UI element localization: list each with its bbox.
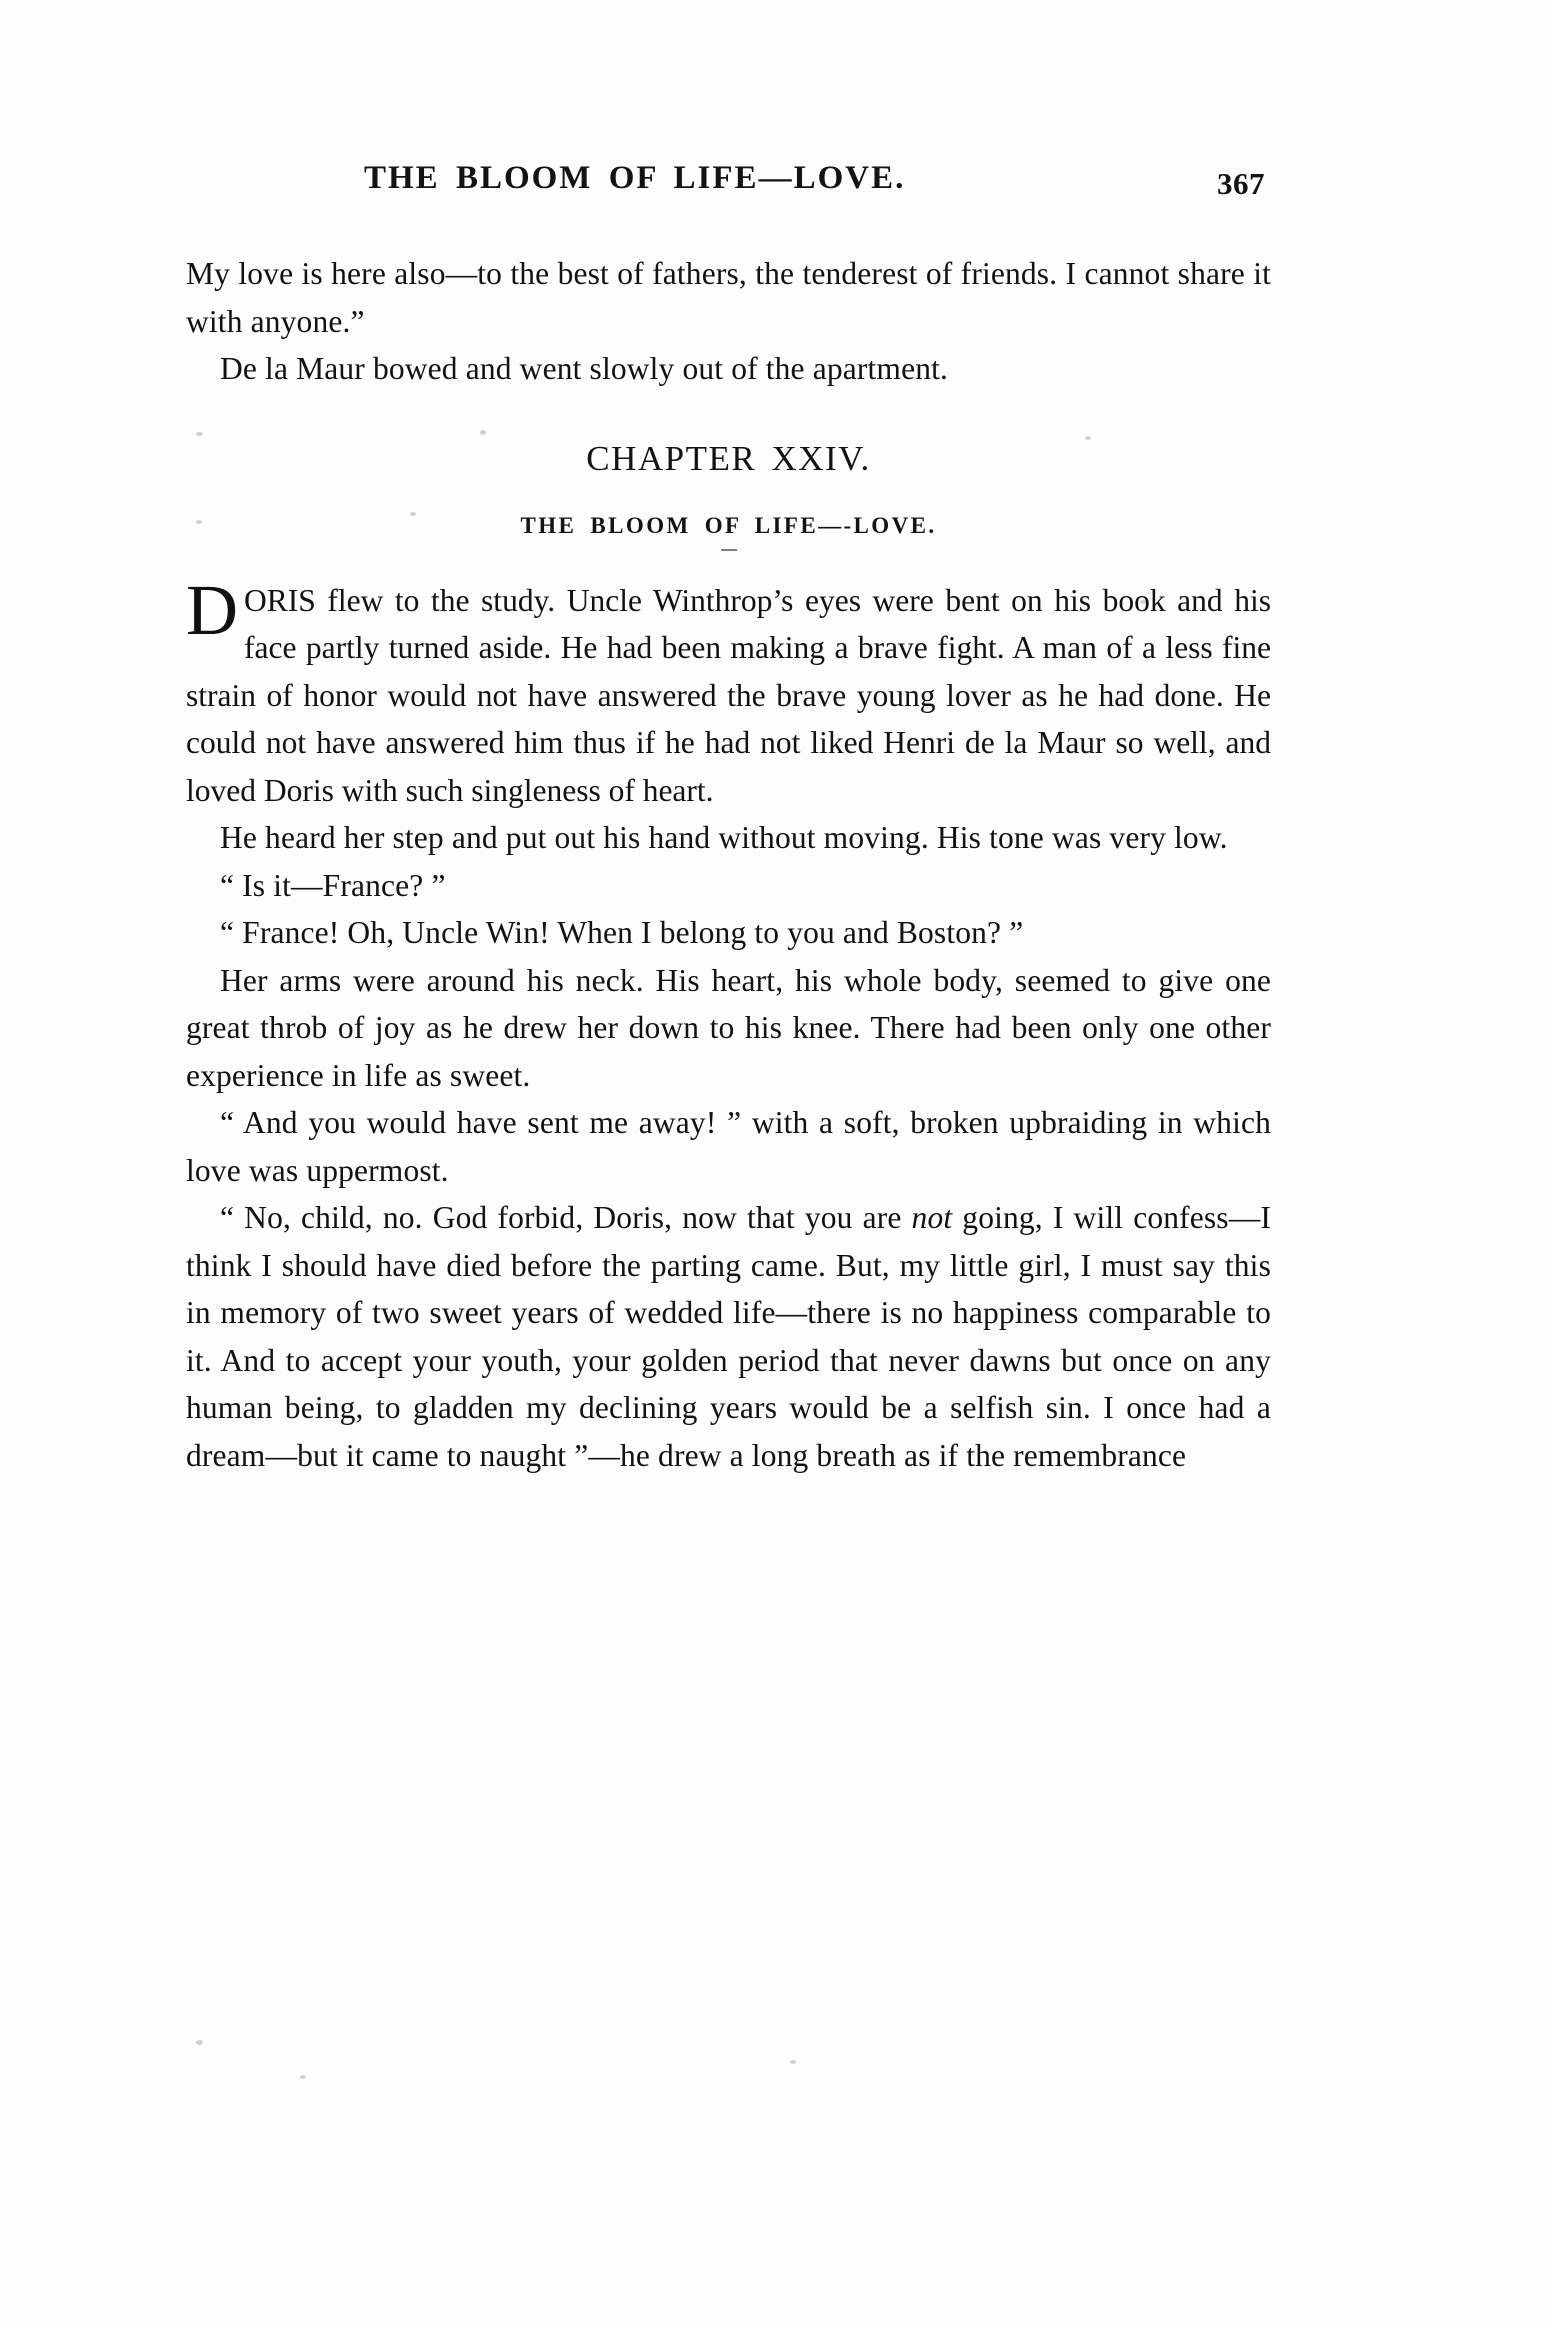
paper-speck [196,2040,203,2045]
paragraph-1: My love is here also—to the best of fathers, the tenderest of friends. I cannot share it with anyone.” [186,256,1271,339]
running-head [186,160,1271,222]
paragraph-9-text-a: “ No, child, no. God forbid, Doris, now that you are [220,1200,912,1235]
paragraph-3-text: ORIS flew to the study. Uncle Winthrop’s eyes were bent on his book and his face partly turned aside. He had been making a brave fight. A man of a less fine strain of honor would not have answered the brave young lover as he had done. He could not have answered him thus if he had not liked Henri de la Maur so well, and loved Doris with such singleness of heart. [186,582,1271,808]
paragraph-3 [186,569,1271,815]
paragraph-4: He heard her step and put out his hand without moving. His tone was very low. [220,820,1228,855]
paragraph-2: De la Maur bowed and went slowly out of the apartment. [220,351,949,386]
subtitle-rule [721,549,737,551]
paragraph-9-emphasis: not [911,1200,953,1235]
paper-speck [300,2075,306,2079]
paragraph-8: “ And you would have sent me away! ” with a soft, broken upbraiding in which love was uppermost. [186,1105,1271,1188]
page-content [186,160,1271,1479]
drop-cap: D [186,569,238,650]
paragraph-6: “ France! Oh, Uncle Win! When I belong to you and Boston? ” [220,915,1024,950]
paragraph-9 [186,1194,1271,1479]
running-head-title: THE BLOOM OF LIFE—LOVE. [364,160,906,196]
paragraph-5: “ Is it—France? ” [220,867,446,903]
paragraph-9-text-b: going, I will confess—I think I should have died before the parting came. But, my little girl, I must say this in memory of two sweet years of wedded life—there is no happiness comparable to it. And to accept your youth, your golden period that never dawns but once on any human being, to gladden my declining years would be a selfish sin. I once had a dream—but it came to naught ”—he drew a long breath as if the remembrance [186,1200,1272,1473]
chapter-subtitle [186,513,1271,551]
page-number: 367 [1217,166,1265,201]
chapter-subtitle-text: THE BLOOM OF LIFE—-LOVE. [520,512,937,538]
paragraph-7: Her arms were around his neck. His heart, his whole body, seemed to give one great throb of joy as he drew her down to his knee. There had been only one other experience in life as sweet. [186,962,1271,1093]
chapter-title: CHAPTER XXIV. [586,438,871,478]
paper-speck [790,2060,796,2064]
